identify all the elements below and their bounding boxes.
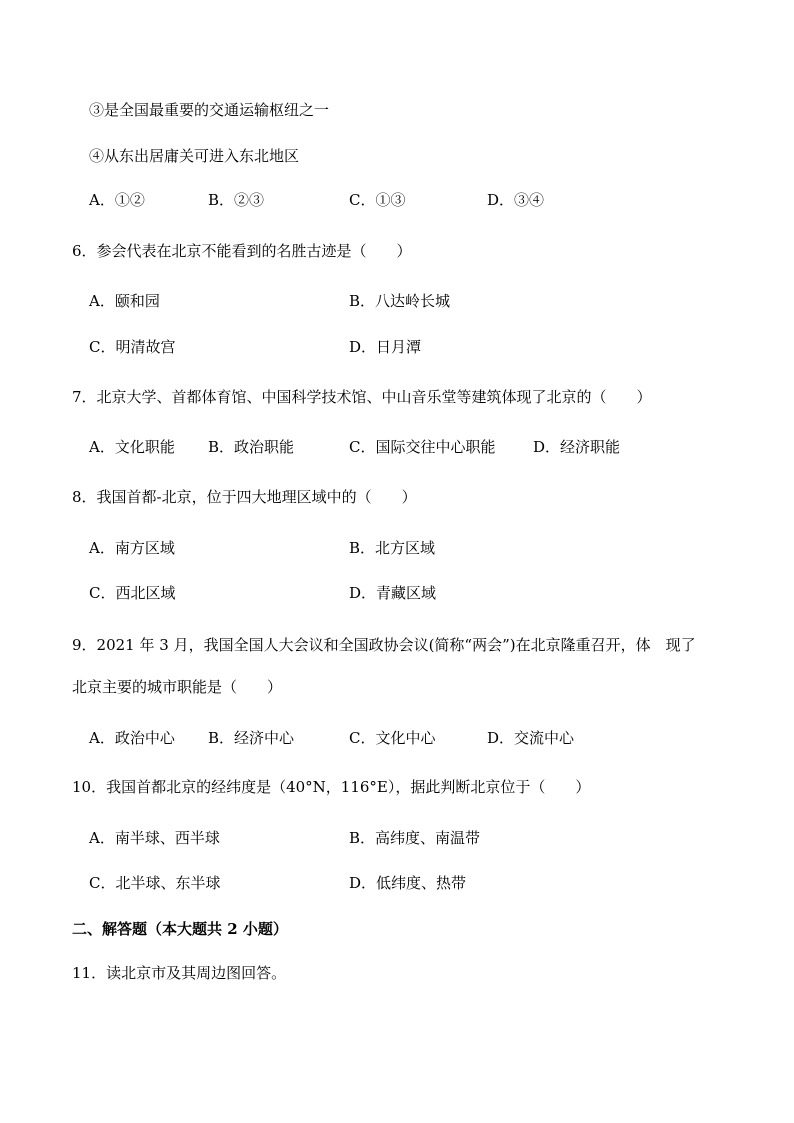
q8-option-d: D．青藏区域 (349, 584, 437, 602)
q9-option-a: A．政治中心 (89, 729, 175, 747)
q7-stem: 7．北京大学、首都体育馆、中国科学技术馆、中山音乐堂等建筑体现了北京的（ ） (72, 388, 652, 406)
q7-option-d: D．经济职能 (533, 438, 621, 456)
q5-option-a: A．①② (89, 191, 145, 209)
q10-option-c: C．北半球、东半球 (89, 874, 221, 892)
q9-option-d: D．交流中心 (487, 729, 575, 747)
q11-stem: 11．读北京市及其周边图回答。 (72, 964, 287, 982)
q6-option-b: B．八达岭长城 (349, 292, 451, 310)
q10-stem: 10．我国首都北京的经纬度是（40°N，116°E），据此判断北京位于（ ） (72, 778, 591, 796)
q7-option-c: C．国际交往中心职能 (349, 438, 496, 456)
statement-4: ④从东出居庸关可进入东北地区 (89, 147, 300, 165)
q6-stem: 6．参会代表在北京不能看到的名胜古迹是（ ） (72, 242, 412, 260)
q9-option-c: C．文化中心 (349, 729, 436, 747)
statement-3: ③是全国最重要的交通运输枢纽之一 (89, 101, 330, 119)
q8-stem: 8．我国首都-北京，位于四大地理区域中的（ ） (72, 488, 417, 506)
q8-option-a: A．南方区域 (89, 539, 175, 557)
q10-option-d: D．低纬度、热带 (349, 874, 467, 892)
q9-option-b: B．经济中心 (208, 729, 295, 747)
q10-option-a: A．南半球、西半球 (89, 829, 220, 847)
section-heading: 二、解答题（本大题共 2 小题） (72, 920, 288, 938)
q8-option-b: B．北方区域 (349, 539, 436, 557)
q9-stem-line1: 9．2021 年 3 月，我国全国人大会议和全国政协会议(简称“两会”)在北京隆重召开，体 现了 (72, 636, 696, 654)
q7-option-b: B．政治职能 (208, 438, 295, 456)
q5-option-c: C．①③ (349, 191, 406, 209)
q5-option-b: B．②③ (208, 191, 265, 209)
q5-option-d: D．③④ (487, 191, 545, 209)
q8-option-c: C．西北区域 (89, 584, 176, 602)
q7-option-a: A．文化职能 (89, 438, 175, 456)
q9-stem-line2: 北京主要的城市职能是（ ） (72, 678, 283, 696)
q6-option-d: D．日月潭 (349, 338, 422, 356)
q6-option-c: C．明清故宫 (89, 338, 176, 356)
q6-option-a: A．颐和园 (89, 292, 160, 310)
q10-option-b: B．高纬度、南温带 (349, 829, 481, 847)
